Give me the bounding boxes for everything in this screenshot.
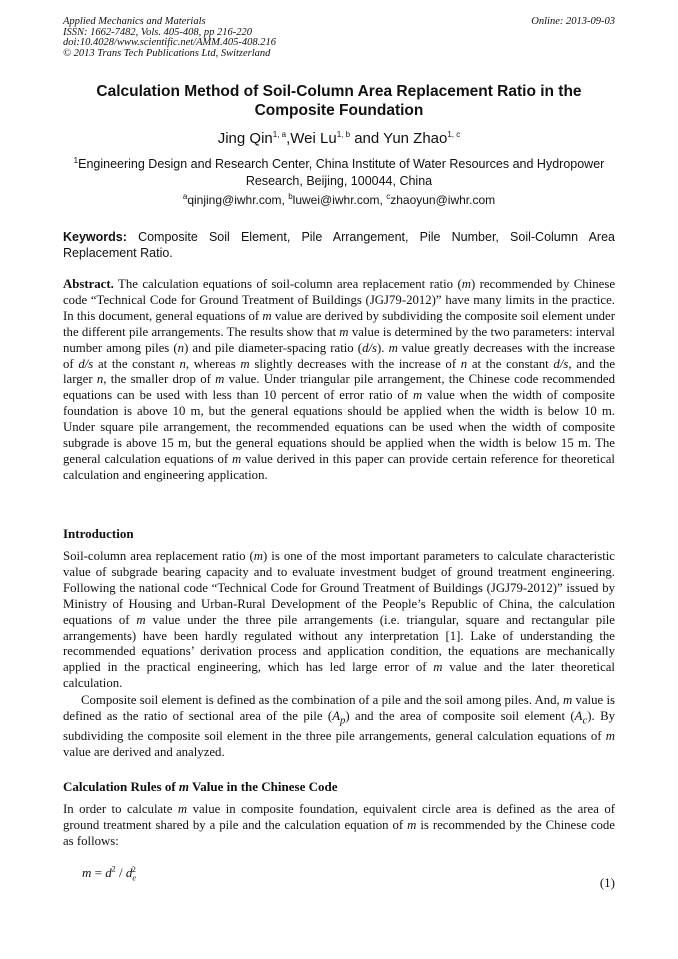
email-b[interactable]: luwei@iwhr.com, <box>292 193 383 207</box>
section-heading-calculation-rules: Calculation Rules of m Value in the Chinese Code <box>63 779 338 794</box>
copyright-line: © 2013 Trans Tech Publications Ltd, Switzerland <box>63 47 271 59</box>
intro-paragraph-1: Soil-column area replacement ratio (m) is one of the most important parameters to calculate characteristic value of subgrade bearing capacity and to evaluate investment budget of ground treatment engineering. Following the national code “Technical Code for Ground Treatment of Buildings (JGJ79-2012)” issued by Ministry of Housing and Urban-Rural Development of the People’s Republic of China, the calculation equations of m value under the three pile arrangements (i.e. triangular, square and rectangular pile arrangements) have been hardly regulated without any interpretation [1]. Lake of understanding the recommended equations’ derivation process and application condition, the equations are mechanically applied in the practical engineering, which has led large error of m value and the later theoretical calculation. <box>63 549 615 691</box>
abstract: Abstract. The calculation equations of soil-column area replacement ratio (m) recommended by Chinese code “Technical Code for Ground Treatment of Buildings (JGJ79-2012)” have many limits in the practice. In this document, general equations of m value are derived by subdividing the composite soil element under the different pile arrangements. The results show that m value is determined by the two parameters: interval number among piles (n) and pile diameter-spacing ratio (d/s). m value greatly decreases with the increase of d/s at the constant n, whereas m slightly decreases with the increase of n at the constant d/s, and the larger n, the smaller drop of m value. Under triangular pile arrangement, the Chinese code recommended equations can be used with less than 10 percent of error ratio of m value when the width of composite foundation is above 10 m, but the general equations should be applied when the width is below 10 m. Under square pile arrangement, the recommended equations can be used when the width of composite subgrade is above 15 m, but the general equations should be applied when the width is below 15 m. The general calculation equations of m value derived in this paper can provide certain reference for theoretical calculation and engineering application. <box>63 277 616 482</box>
keywords-label: Keywords: <box>63 230 127 244</box>
email-a[interactable]: qinjing@iwhr.com, <box>187 193 285 207</box>
author-list: Jing Qin$^{1, a}$,Wei Lu$^{1, b}$ and Yun Zhao$^{1, c}$ <box>217 130 461 147</box>
abstract-label: Abstract. <box>63 277 114 291</box>
issn-line: ISSN: 1662-7482, Vols. 405-408, pp 216-220 <box>63 26 252 38</box>
equation-number: (1) <box>599 875 615 890</box>
author-3: Yun Zhao <box>383 130 448 147</box>
affiliation: $^1$Engineering Design and Research Center, China Institute of Water Resources and Hydropower Research, Beijing, 100044, China <box>73 155 605 188</box>
email-c[interactable]: zhaoyun@iwhr.com <box>390 193 496 207</box>
author-1: Jing Qin <box>217 130 273 147</box>
author-2: Wei Lu <box>290 130 337 147</box>
keywords: Keywords: Composite Soil Element, Pile Arrangement, Pile Number, Soil-Column Area Replacement Ratio. <box>63 230 615 260</box>
journal-header <box>63 17 615 59</box>
author-emails: $^a$qinjing@iwhr.com, $^b$luwei@iwhr.com, $^c$zhaoyun@iwhr.com <box>182 192 496 207</box>
journal-name: Applied Mechanics and Materials <box>63 16 206 27</box>
paper-title: Calculation Method of Soil-Column Area Replacement Ratio in the Composite Foundation <box>96 83 582 119</box>
rules-paragraph: In order to calculate m value in composite foundation, equivalent circle area is defined as the area of ground treatment shared by a pile and the calculation equation of m is recommended by the Chinese code as follows: <box>63 802 616 848</box>
section-heading-introduction: Introduction <box>63 526 134 541</box>
intro-paragraph-2: Composite soil element is defined as the combination of a pile and the soil among piles. And, m value is defined as the ratio of sectional area of the pile $(A_p)$ and the area of composite soil element $(A_c)$. By subdividing the composite soil element in the three pile arrangements, general calculation equations of m value are derived and analyzed. <box>63 693 616 760</box>
doi-line: doi:10.4028/www.scientific.net/AMM.405-408.216 <box>63 37 276 48</box>
equation-1: $m = d^2 / d_e^2$ <box>82 864 136 883</box>
online-date: Online: 2013-09-03 <box>531 16 615 27</box>
